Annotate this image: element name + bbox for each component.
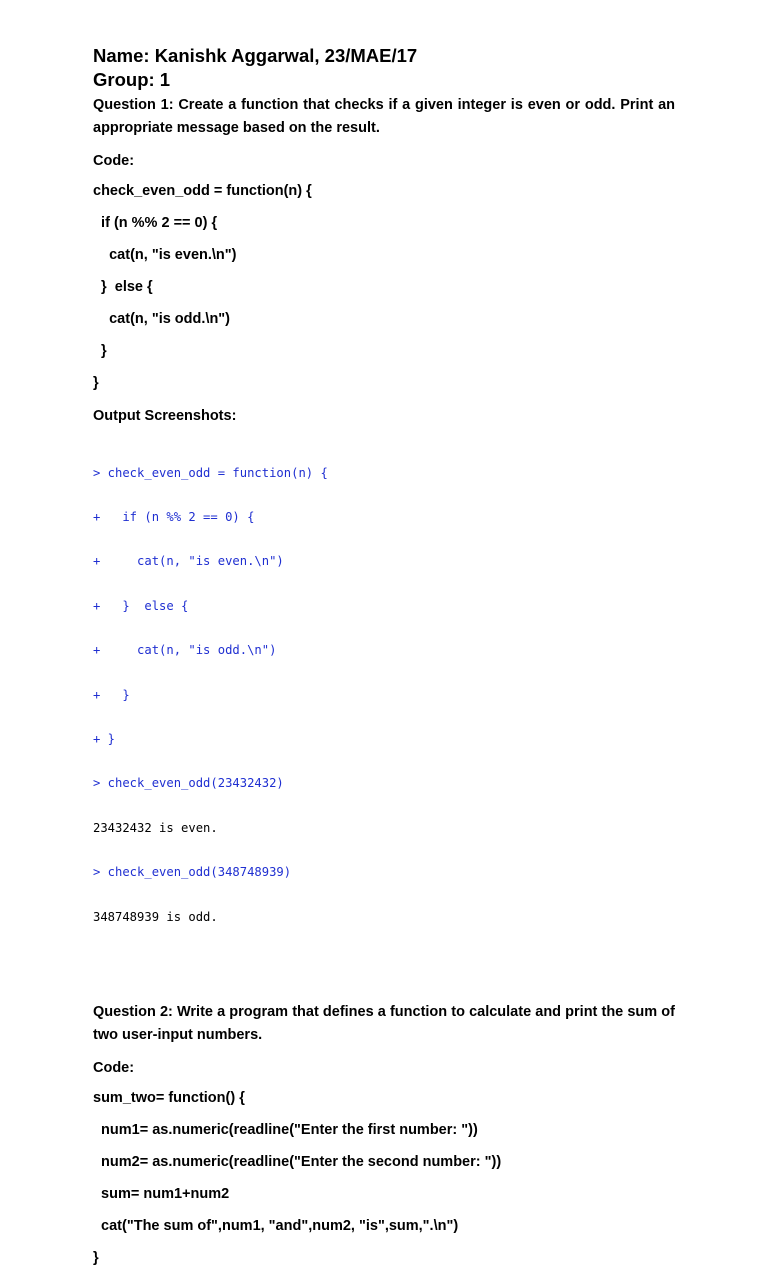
console-line: + } else { [93,598,189,613]
question-1-code-label: Code: [93,153,135,169]
document-page [93,44,675,1280]
question-2-code-label: Code: [93,1059,135,1076]
code-line: num1= as.numeric(readline("Enter the first number: ")) [93,1121,478,1138]
code-line: } [93,1249,99,1266]
code-line: } else { [93,279,153,295]
console-line: + cat(n, "is odd.\n") [93,643,277,658]
code-line: check_even_odd = function(n) { [93,183,312,199]
code-line: sum= num1+num2 [93,1185,230,1202]
console-line: + if (n %% 2 == 0) { [93,509,255,524]
question-1-code-block [93,181,675,393]
code-line: } [93,375,99,391]
question-2-code-block [93,1088,675,1268]
code-line: } [93,343,107,359]
r-console-output-screenshot [93,436,675,954]
question-2-text: Question 2: Write a program that defines a function to calculate and print the sum of two user-input numbers. [93,1003,675,1043]
question-1-text: Question 1: Create a function that checks if a given integer is even or odd. Print an appropriate message based on the result. [93,97,675,136]
console-line: > check_even_odd = function(n) { [93,465,328,480]
console-line: + cat(n, "is even.\n") [93,554,284,569]
code-line: sum_two= function() { [93,1089,245,1106]
code-line: cat(n, "is even.\n") [93,247,237,263]
student-name: Name: Kanishk Aggarwal, 23/MAE/17 [93,45,418,66]
console-line: + } [93,687,130,702]
code-line: num2= as.numeric(readline("Enter the second number: ")) [93,1153,502,1170]
code-line: if (n %% 2 == 0) { [93,215,218,231]
console-line: + } [93,731,116,746]
code-line: cat(n, "is odd.\n") [93,311,230,327]
console-line: > check_even_odd(23432432) [93,776,284,791]
console-result-line: 348748939 is odd. [93,909,218,924]
console-result-line: 23432432 is even. [93,820,218,835]
code-line: cat("The sum of",num1, "and",num2, "is",sum,".\n") [93,1217,459,1234]
output-screenshots-label: Output Screenshots: [93,408,237,424]
group-number: Group: 1 [93,69,171,90]
console-line: > check_even_odd(348748939) [93,865,292,880]
